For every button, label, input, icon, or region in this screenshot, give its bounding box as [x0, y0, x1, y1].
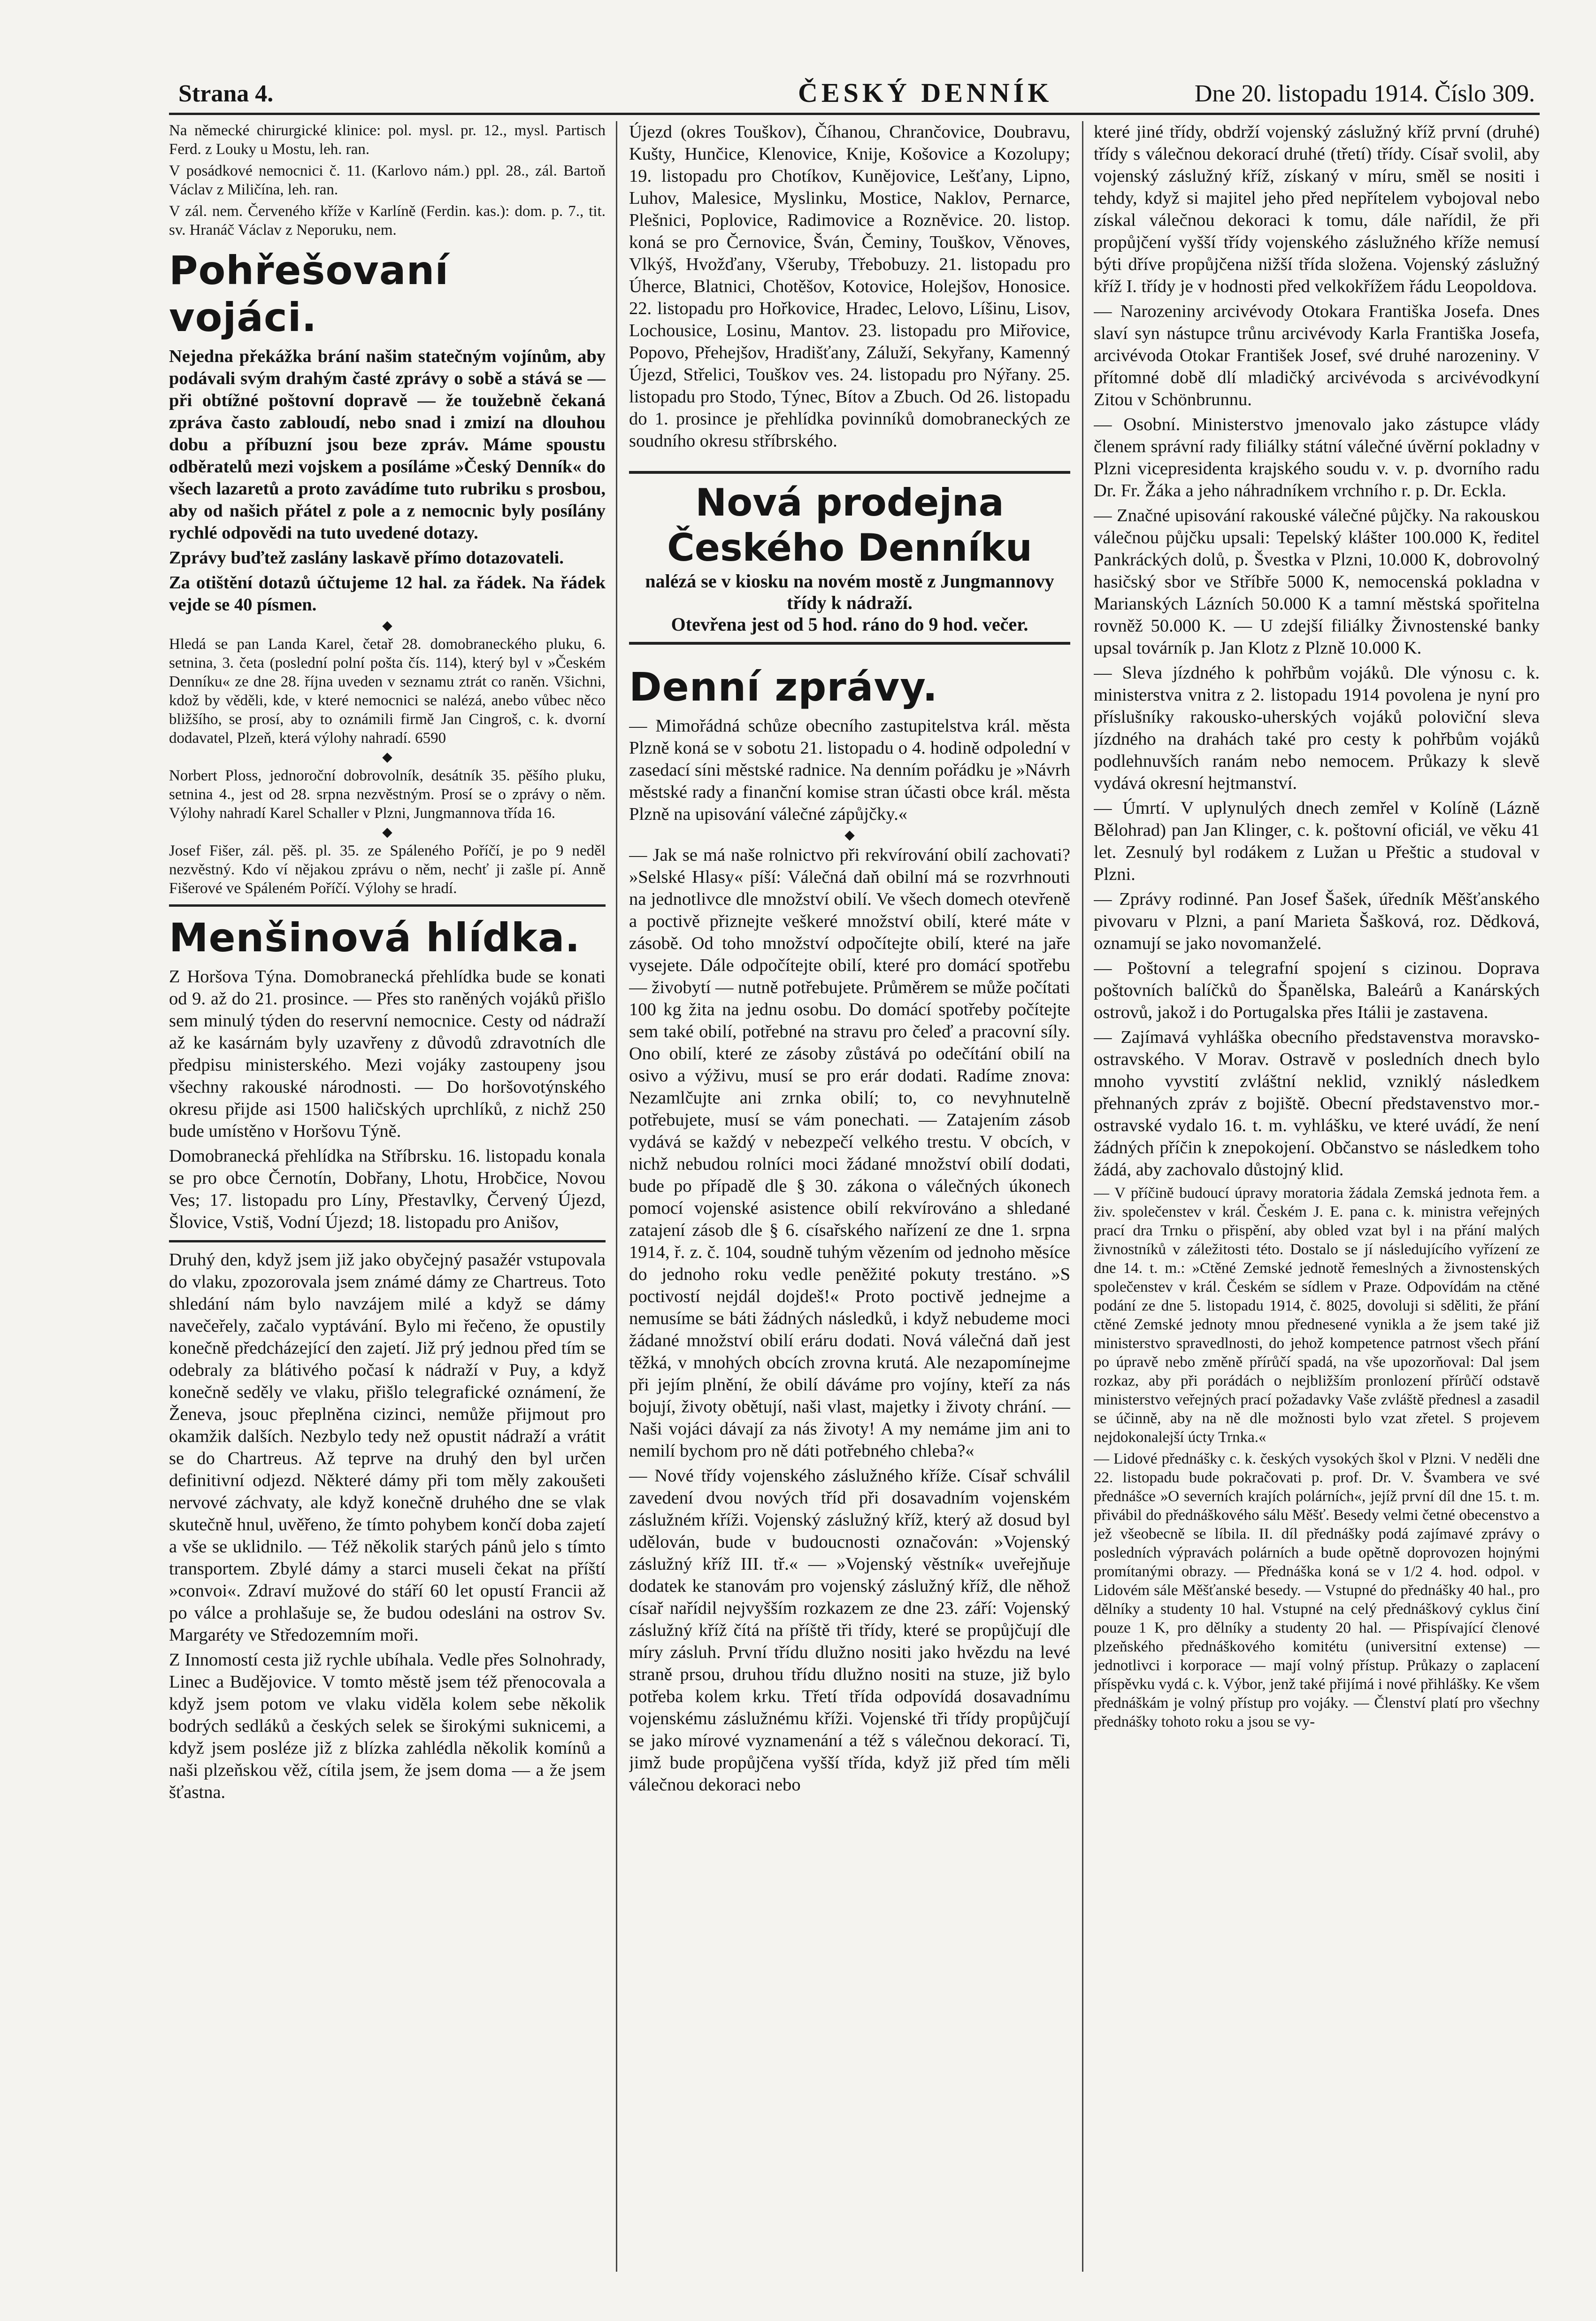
- news-paragraph: — Zprávy rodinné. Pan Josef Šašek, úředník Měšťanského pivovaru v Plzni, a paní Marieta Šašková, roz. Dědková, oznamují se jako novomanželé.: [1094, 889, 1540, 953]
- section-divider: [169, 904, 606, 907]
- minority-paragraph: Domobranecká přehlídka na Stříbrsku. 16. listopadu konala se pro obce Černotín, Dobřany, Lhotu, Hrobčice, Novou Ves; 17. listopadu pro Líny, Přestavlky, Červený Újezd, Šlovice, Vstiš, Vodní Újezd; 18. listopadu pro Anišov,: [169, 1146, 606, 1232]
- news-paragraph: — Jak se má naše rolnictvo při rekvírování obilí zachovati? »Selské Hlasy« píší: Válečná daň obilní má se rozvrhnouti na jednotlivce dle množství obilí. Ve všech domech otevřeně a poctivě přiznejte veškeré množství obilí, které máte v zásobě. Od toho množství odpočítejte obilí, které na jaře vysejete. Dále odpočítejte obilí, které pro domácí spotřebu — živobytí — nutně potřebujete. Průměrem se může počítati 100 kg žita na jednu osobu. Do domácí spotřeby počítejte sem také obilí, potřebné na stravu pro čeleď a pracovní síly. Ono obilí, které ze zásoby zůstává po odečítání obilí na osivo a výživu, musí se pro erár dodati. Radíme znova: Nezamlčujte ani zrnka obilí; to, co nevyhnutelně potřebujete, musí se vám ponechati. — Zatajením zásob vydává se každý v nebezpečí velkého trestu. V obcích, v nichž nebudou rolníci moci žádané množství obilí dodati, bude po případě dle § 30. zákona o válečných úkonech pomocí vojenské asistence obilí rekvírováno a shledané zatajení zásob dle § 6. císařského nařízení ze dne 1. srpna 1914, ř. z. č. 104, soudně tuhým vězením od jednoho měsíce do jednoho roku vedle peněžité pokuty trestáno. »S poctivostí nejdál dojdeš!« Proto poctivě jednejme a nemusíme se báti žádných následků, i když nebudeme moci žádané množství obilí eráru dodati. Nová válečná daň jest těžká, v mnohých obcích zrovna krutá. Ale nezapomínejme při jejím plnění, že obilí dáváme pro vojíny, kteří za nás bojují, životy obětují, naši vlast, majetky i životy chrání. — Naši vojáci dávají za nás životy! A my nemáme jim ani to nemilí bychom pro ně dáti potřebného chleba?«: [629, 845, 1070, 1461]
- ad-line: nalézá se v kiosku na novém mostě z Jungmannovy třídy k nádraží.: [645, 571, 1054, 613]
- minority-continued: Újezd (okres Touškov), Číhanou, Chrančovice, Doubravu, Kušty, Hunčice, Klenovice, Knije, Košovice a Kozolupy; 19. listopadu pro Chotíkov, Kunějovice, Lešťany, Lipno, Luhov, Malesice, Myslinku, Mostice, Naklov, Pernarce, Plešnici, Poplovice, Radimovice a Rozněvice. 20. listop. koná se pro Černovice, Šván, Čeminy, Touškov, Věnoves, Vlkýš, Hvožďany, Všeruby, Třebobuzy. 21. listopadu pro Úherce, Blatnici, Chotěšov, Kotovice, Holejšov, Honosice. 22. listopadu pro Hořkovice, Hradec, Lelovo, Líšinu, Lisov, Lochousice, Losinu, Mantov. 23. listopadu pro Miřovice, Popovo, Přehejšov, Hradišťany, Záluží, Sekyřany, Kamenný Újezd, Střelici, Touškov ves. 24. listopadu pro Nýřany. 25. listopadu pro Stodo, Týnec, Bítov a Zbuch. Od 26. listopadu do 1. prosince je přehlídka povinníků domobraneckých ze soudního okresu stříbrského.: [629, 122, 1070, 451]
- masthead: ČESKÝ DENNÍK: [798, 77, 1053, 108]
- column-2: [629, 121, 1070, 2281]
- ad-title: Nová prodejna Českého Denníku: [667, 481, 1032, 570]
- news-paragraph: — Narozeniny arcivévody Otokara Františka Josefa. Dnes slaví syn nástupce trůnu arcivévody Karla Františka Josefa, arcivévoda Otokar František Josef, své druhé narozeniny. V přítomné době dlí mladičký arcivévoda s arcivévodkyní Zitou v Schönbrunnu.: [1094, 301, 1540, 409]
- news-paragraph: — V příčině budoucí úpravy moratoria žádala Zemská jednota řem. a živ. společenstev v král. Českém J. E. pana c. k. ministra veřejných prací dra Trnku o přispění, aby obled vzat byl i na přání malých živnostníků v záležitosti této. Dostalo se jí následujícího vyřízení ze dne 14. t. m.: »Ctěné Zemské jednotě řemeslných a živnostenských společenstev v král. Českém se sídlem v Praze. Odpovídám na ctěné podání ze dne 5. listopadu 1914, č. 8025, dovoluji si sděliti, že přání ctěné Zemské jednoty mnou přednesené vynikla a že jsem také již ministerstvo spravedlnosti, do jehož kompetence patrnost všech přání po úpravě nebo změně přírůčí spadá, na vše upozorňoval: Dal jsem rozkaz, aby při porádách o nejbližším pronlození přírůčí odstavě ministerstvo veřejných prací požadavky Vaše zvláště přednesl a zasadil se účinně, aby na ně dle možnosti bylo vzat zřetel. S projevem nejdokonalejší úcty Trnka.«: [1094, 1185, 1540, 1446]
- section-title-minority: Menšinová hlídka.: [169, 915, 581, 961]
- column-rule: [616, 121, 617, 2272]
- news-paragraph: — Nové třídy vojenského záslužného kříže. Císař schválil zavedení dvou nových tříd při dosavadním vojenském záslužném kříži. Vojenský záslužný kříž, který až dosud byl udělován, bude v budoucnosti označován: »Vojenský záslužný kříž III. tř.« — »Vojenský věstník« uveřejňuje dodatek ke stanovám pro vojenský záslužný kříž, dle něhož císař nařídil nejvyšším rozkazem ze dne 23. září: Vojenský záslužný kříž čítá na příště tři třídy, které se propůjčují dle míry zásluh. První třídu dlužno nositi jako hvězdu na levé straně prsou, druhou třídu dlužno nositi na stuze, již bylo potřeba kolem krku. Třetí třída odpovídá dosavadnímu vojenskému záslužnému kříži. Vojenské tři třídy propůjčují se jako mírové vyznamenání a též s válečnou dekorací. Ti, jimž bude propůjčena vyšší třída, když již před tím měli válečnou dekoraci nebo: [629, 1466, 1070, 1795]
- page-header: [169, 75, 1540, 115]
- news-paragraph: — Úmrtí. V uplynulých dnech zemřel v Kolíně (Lázně Bělohrad) pan Jan Klinger, c. k. poštovní oficiál, ve věku 41 let. Zesnulý byl rodákem z Lužan u Přeštic a studoval v Plzni.: [1094, 798, 1540, 884]
- news-paragraph: — Sleva jízdného k pohřbům vojáků. Dle výnosu c. k. ministerstva vnitra z 2. listopadu 1914 povolena je nyní pro příslušníky rakousko-uherských vojáků poloviční sleva jízdného na drahách také pro cesty k pohřbům vojáků podlehnuvších ranám nebo nemocem. Průkazy k slevě vydává okresní hejtmanství.: [1094, 663, 1540, 793]
- news-paragraph: které jiné třídy, obdrží vojenský záslužný kříž první (druhé) třídy s válečnou dekorací druhé (třetí) třídy. Císař svolil, aby vojenský záslužný kříž, získaný v míru, směl se nositi i tehdy, když si majitel jeho před nepřítelem vybojoval nebo získal válečnou dekoraci k tomu, dále nařídil, že při propůjčení vyšší třídy vojenského záslužného kříže nemusí býti dříve propůjčena nižší třída složena. Vojenský záslužný kříž I. třídy je v hodnosti před velkokřížem řádu Leopoldova.: [1094, 122, 1540, 296]
- story-paragraph: Druhý den, když jsem již jako obyčejný pasažér vstupovala do vlaku, zpozorovala jsem známé dámy ze Chartreus. Toto shledání nám bylo navzájem milé a když se dámy navečeřely, začalo vyptávání. Bylo mi řečeno, že opustily konečně předcházející den zajetí. Již prý jednou před tím se odebraly za blátivého počasí k nádraží v Puy, a když konečně seděly ve vlaku, přišlo telegrafické oznámení, že Ženeva, jsouc přeplněna cizinci, nemůže přijmout pro okamžik dalších. Nezbylo tedy než opustit nádraží a vrátit se do Chartreus. Až teprve na druhý den byl určen definitivní odjezd. Některé dámy při tom měly zakoušeti nervové záchvaty, ale když konečně druhého dne se vlak skutečně hnul, uvěřeno, že tímto pohybem končí doba zajetí a vše se uklidnilo. — Též několik starých pánů jelo s tímto transportem. Zbylé dámy a starci museli čekat na příští »convoi«. Zdraví mužové do stáří 60 let opustí Francii až po válce a prohlašuje se, že budou odesláni na ostrov Sv. Margaréty ve Středozemním moři.: [169, 1250, 606, 1645]
- news-paragraph: — Lidové přednášky c. k. českých vysokých škol v Plzni. V neděli dne 22. listopadu bude pokračovati p. prof. Dr. V. Švambera ve své přednášce »O severních krajích polárních«, jejíž první díl dne 15. t. m. přivábil do přednáškového sálu Měšť. Besedy velmi četné obecenstvo a jež všeobecně se líbila. II. díl přednášky podá zajímavé zprávy o posledních výpravách polárních a bude opětně doprovozen hojnými promítanými obrazy. — Přednáška koná se v 1/2 4. hod. odpol. v Lidovém sále Měšťanské besedy. — Vstupné do přednášky 40 hal., pro dělníky a studenty 10 hal. Vstupné na celý přednáškový cyklus činí pouze 1 K, pro dělníky a studenty 20 hal. — Přispívající členové plzeňského přednáškového komitétu (universitní extense) — jednotlivci i korporace — mají volný přístup. Průkazy o zaplacení příspěvku vydá c. k. Výbor, jenž také přijímá i nové přihlášky. Ke všem přednáškám je volný přístup pro vojáky. — Členství platí pro všechny přednášky tohoto roku a jsou se vy-: [1094, 1450, 1540, 1730]
- missing-note: Za otištění dotazů účtujeme 12 hal. za řádek. Na řádek vejde se 40 písmen.: [169, 573, 606, 615]
- separator-dot: ◆: [382, 750, 392, 764]
- news-paragraph: — Značné upisování rakouské válečné půjčky. Na rakouskou válečnou půjčku upsali: Tepelský klášter 100.000 K, ředitel Pankráckých dolů, p. Švestka v Plzni, 10.000 K, dobrovolný hasičský sbor ve Stříbře 5000 K, nemocenská pokladna v Marianských Lázních 50.000 K a tamní městská spořitelna rovněž 50.000 K. — U zdejší filiálky Živnostenské banky upsal továrník p. Jan Klotz z Plzně 10.000 K.: [1094, 506, 1540, 658]
- missing-item: Hledá se pan Landa Karel, četař 28. domobraneckého pluku, 6. setnina, 3. četa (poslední polní pošta čís. 114), který byl v »Českém Denníku« ze dne 28. října uveden v seznamu ztrát co raněn. Všichni, kdož by věděli, kde, v které nemocnici se nalézá, anebo vůbec něco bližšího, se prosí, aby to oznámili firmě Jan Cingroš, c. k. dvorní dodavatel, Plzeň, která výlohy nahradí. 6590: [169, 636, 606, 747]
- separator-dot: ◆: [844, 828, 855, 842]
- minority-paragraph: Z Horšova Týna. Domobranecká přehlídka bude se konati od 9. až do 21. prosince. — Přes sto raněných vojáků přišlo sem minulý týden do reservní nemocnice. Cesty od nádraží až ke kasárnám byly uzavřeny z důvodů zdravotních dle předpisu ministerského. Mezi vojáky zastoupeny jsou všechny rakouské národnosti. — Do horšovotýnského okresu přijde asi 1500 haličských uprchlíků, z nichž 250 bude umístěno v Horšovu Týně.: [169, 967, 606, 1141]
- page-number: Strana 4.: [178, 80, 274, 107]
- column-1: [169, 121, 606, 2281]
- column-3: [1094, 121, 1540, 2281]
- news-paragraph: — Osobní. Ministerstvo jmenovalo jako zástupce vlády členem správní rady filiálky státní válečné úvěrní pokladny v Plzni vicepresidenta krajského soudu v. v. p. dvorního radu Dr. Fr. Žáka a jeho náhradníkem vrchního r. p. Dr. Eckla.: [1094, 415, 1540, 501]
- hospital-entry: Na německé chirurgické klinice: pol. mysl. pr. 12., mysl. Partisch Ferd. z Louky u Mostu, leh. ran.: [169, 122, 606, 158]
- news-paragraph: — Zajímavá vyhláška obecního představenstva moravsko-ostravského. V Morav. Ostravě v posledních dnech bylo mnoho vyvstití zvláštní neklid, vzniklý následkem přehnaných zpráv z bojiště. Obecní představenstvo mor.-ostravské vydalo 16. t. m. vyhlášku, ve které uvádí, že není žádných příčin k znepokojení. Občanstvo se následkem toho žádá, aby zachovalo důstojný klid.: [1094, 1027, 1540, 1180]
- section-title-daily-news: Denní zprávy.: [629, 664, 938, 710]
- advertisement-new-shop: [629, 471, 1070, 645]
- news-paragraph: — Poštovní a telegrafní spojení s cizinou. Doprava poštovních balíčků do Španělska, Baleárů a Kanárských ostrovů, jakož i do Portugalska přes Itálii je zastavena.: [1094, 958, 1540, 1022]
- ad-hours: Otevřena jest od 5 hod. ráno do 9 hod. večer.: [671, 614, 1028, 635]
- missing-intro: Nejedna překážka brání našim statečným vojínům, aby podávali svým drahým časté zprávy o sobě a stává se — při obtížné poštovní dopravě — že toužebně čekaná zpráva často zabloudí, nebo snad i zmizí na dlouhou dobu a příbuzní jsou beze zpráv. Máme spoustu odběratelů mezi vojskem a posíláme »Český Denník« do všech lazaretů a proto zavádíme tuto rubriku s prosbou, aby od našich přátel z pole a z nemocnic byly posílány rychlé odpovědi na tuto uvedené dotazy.: [169, 347, 606, 543]
- section-divider: [169, 1240, 606, 1242]
- missing-item: Norbert Ploss, jednoroční dobrovolník, desátník 35. pěšího pluku, setnina 4., jest od 28. srpna nezvěstným. Prosí se o zprávy o něm. Výlohy nahradí Karel Schaller v Plzni, Jungmannova třída 16.: [169, 767, 606, 822]
- separator-dot: ◆: [382, 825, 392, 840]
- section-title-missing-soldiers: Pohřešovaní vojáci.: [169, 247, 449, 340]
- missing-note: Zprávy buďtež zaslány laskavě přímo dotazovateli.: [169, 548, 564, 568]
- missing-item: Josef Fišer, zál. pěš. pl. 35. ze Spáleného Poříčí, je po 9 neděl nezvěstný. Kdo ví nějakou zprávu o něm, nechť ji zašle pí. Anně Fišerové ve Spáleném Poříčí. Výlohy se hradí.: [169, 842, 606, 897]
- hospital-entry: V posádkové nemocnici č. 11. (Karlovo nám.) ppl. 28., zál. Bartoň Václav z Miličína, leh. ran.: [169, 162, 606, 198]
- issue-date: Dne 20. listopadu 1914. Číslo 309.: [1194, 80, 1535, 107]
- story-paragraph: Z Innomostí cesta již rychle ubíhala. Vedle přes Solnohrady, Linec a Budějovice. V tomto městě jsem též přenocovala a když jsem potom ve vlaku viděla kolem sebe několik bodrých sedláků a českých selek se širokými suknicemi, a když jsem posléze již z blízka zahlédla několik komínů a naši plzeňskou věž, cítila jsem, že jsem doma — a že jsem šťastna.: [169, 1650, 606, 1802]
- hospital-entry: V zál. nem. Červeného kříže v Karlíně (Ferdin. kas.): dom. p. 7., tit. sv. Hranáč Václav z Neporuku, nem.: [169, 203, 606, 239]
- separator-dot: ◆: [382, 618, 392, 633]
- column-rule: [1082, 121, 1083, 2272]
- news-paragraph: — Mimořádná schůze obecního zastupitelstva král. města Plzně koná se v sobotu 21. listopadu o 4. hodině odpolední v zasedací síni městské radnice. Na denním pořádku je »Návrh městské rady a finanční komise stran účasti obce král. města Plzně na upisování válečné zápůjčky.«: [629, 716, 1070, 824]
